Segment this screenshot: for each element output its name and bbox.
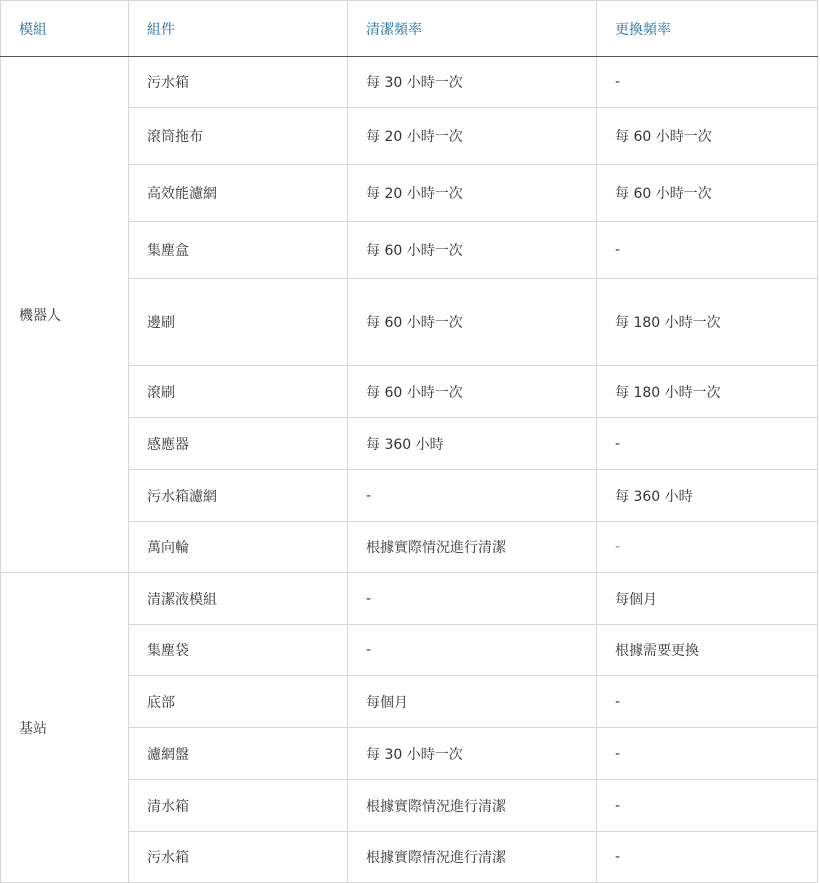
component-cell: 高效能濾網 <box>129 165 348 222</box>
replace-cell: - <box>597 522 818 573</box>
replace-cell: 每 60 小時一次 <box>597 165 818 222</box>
replace-cell: - <box>597 418 818 470</box>
replace-cell: 每 360 小時 <box>597 470 818 522</box>
clean-cell: 每 60 小時一次 <box>348 279 597 366</box>
table-row <box>1 573 818 625</box>
clean-cell: - <box>348 470 597 522</box>
component-cell: 集塵盒 <box>129 222 348 279</box>
component-cell: 滾刷 <box>129 366 348 418</box>
component-cell: 集塵袋 <box>129 625 348 676</box>
component-cell: 污水箱濾網 <box>129 470 348 522</box>
component-cell: 邊刷 <box>129 279 348 366</box>
clean-cell: 每 60 小時一次 <box>348 366 597 418</box>
replace-cell: 每個月 <box>597 573 818 625</box>
clean-cell: 根據實際情況進行清潔 <box>348 832 597 883</box>
header-row <box>1 1 818 57</box>
clean-cell: 每個月 <box>348 676 597 728</box>
table-body <box>1 57 818 883</box>
replace-cell: 每 180 小時一次 <box>597 279 818 366</box>
replace-cell: 每 60 小時一次 <box>597 108 818 165</box>
replace-cell: 根據需要更換 <box>597 625 818 676</box>
component-cell: 污水箱 <box>129 832 348 883</box>
clean-cell: 根據實際情況進行清潔 <box>348 780 597 832</box>
module-cell-robot: 機器人 <box>1 57 129 573</box>
clean-cell: 每 60 小時一次 <box>348 222 597 279</box>
replace-cell: - <box>597 832 818 883</box>
header-replace-frequency: 更換頻率 <box>597 1 818 57</box>
component-cell: 濾網盤 <box>129 728 348 780</box>
component-cell: 清水箱 <box>129 780 348 832</box>
replace-cell: 每 180 小時一次 <box>597 366 818 418</box>
table-header <box>1 1 818 57</box>
component-cell: 感應器 <box>129 418 348 470</box>
replace-cell: - <box>597 780 818 832</box>
component-cell: 清潔液模組 <box>129 573 348 625</box>
replace-cell: - <box>597 57 818 108</box>
replace-cell: - <box>597 728 818 780</box>
clean-cell: 每 360 小時 <box>348 418 597 470</box>
replace-cell: - <box>597 222 818 279</box>
clean-cell: 每 20 小時一次 <box>348 108 597 165</box>
module-cell-station: 基站 <box>1 573 129 883</box>
replace-cell: - <box>597 676 818 728</box>
clean-cell: 每 30 小時一次 <box>348 728 597 780</box>
component-cell: 萬向輪 <box>129 522 348 573</box>
component-cell: 污水箱 <box>129 57 348 108</box>
clean-cell: 根據實際情況進行清潔 <box>348 522 597 573</box>
header-component: 組件 <box>129 1 348 57</box>
header-module: 模組 <box>1 1 129 57</box>
component-cell: 滾筒拖布 <box>129 108 348 165</box>
clean-cell: - <box>348 573 597 625</box>
clean-cell: 每 30 小時一次 <box>348 57 597 108</box>
clean-cell: - <box>348 625 597 676</box>
table-row <box>1 57 818 108</box>
header-clean-frequency: 清潔頻率 <box>348 1 597 57</box>
component-cell: 底部 <box>129 676 348 728</box>
clean-cell: 每 20 小時一次 <box>348 165 597 222</box>
